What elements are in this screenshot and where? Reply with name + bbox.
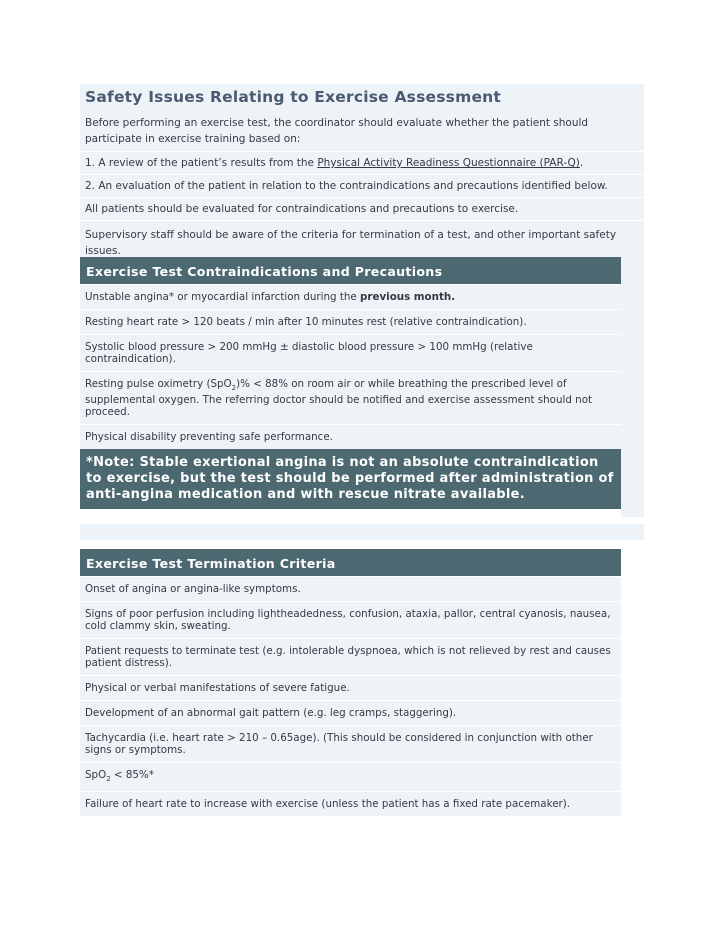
intro-item-parq [80, 151, 644, 174]
panel-background-extension [621, 257, 644, 517]
termination-row: Tachycardia (i.e. heart rate > 210 – 0.65age). (This should be considered in conjunction with other signs or symptoms. [80, 725, 621, 762]
spo2-threshold: < 85%* [110, 769, 154, 781]
contraindication-row: Systolic blood pressure > 200 mmHg ± diastolic blood pressure > 100 mmHg (relative contraindication). [80, 334, 621, 371]
intro-paragraph-supervisory: Supervisory staff should be aware of the criteria for termination of a test, and other important safety issues. [80, 220, 644, 261]
spo2-subscript: 2 [231, 384, 237, 393]
contraindication-row [80, 371, 621, 424]
termination-panel [80, 549, 621, 816]
termination-row: Physical or verbal manifestations of severe fatigue. [80, 675, 621, 700]
termination-row: Development of an abnormal gait pattern (e.g. leg cramps, staggering). [80, 700, 621, 725]
contraindication-row: Resting heart rate > 120 beats / min after 10 minutes rest (relative contraindication). [80, 309, 621, 334]
contraindications-header: Exercise Test Contraindications and Precautions [80, 257, 621, 284]
termination-row: Patient requests to terminate test (e.g. intolerable dyspnoea, which is not relieved by rest and causes patient distress). [80, 638, 621, 675]
intro-paragraph: Before performing an exercise test, the coordinator should evaluate whether the patient should participate in exercise training based on: [85, 117, 589, 145]
angina-note: *Note: Stable exertional angina is not an absolute contraindication to exercise, but the test should be performed after administration of anti-angina medication and with rescue nitrate available. [80, 449, 621, 509]
termination-row: Failure of heart rate to increase with exercise (unless the patient has a fixed rate pacemaker). [80, 791, 621, 816]
parq-link[interactable]: Physical Activity Readiness Questionnaire (PAR-Q) [317, 157, 580, 169]
spo2-subscript: 2 [106, 775, 111, 784]
spo2-label: Resting pulse oximetry (SpO [85, 378, 232, 390]
termination-row: Onset of angina or angina-like symptoms. [80, 576, 621, 601]
section-divider-bar [80, 524, 644, 540]
spo2-text: )% < 88% on room air or while breathing the prescribed level of supplemental oxygen. The referring doctor should be notified and exercise assessment should not proceed. [85, 378, 593, 419]
termination-row: Signs of poor perfusion including lightheadedness, confusion, ataxia, pallor, central cyanosis, nausea, cold clammy skin, sweating. [80, 601, 621, 638]
intro-section [80, 84, 644, 261]
intro-item-parq-prefix: 1. A review of the patient’s results from the [85, 157, 318, 169]
intro-paragraph-all-patients: All patients should be evaluated for contraindications and precautions to exercise. [80, 197, 644, 220]
termination-row-spo2 [80, 762, 621, 791]
contraindication-row: Physical disability preventing safe performance. [80, 424, 621, 449]
contraindication-row-bold: previous month. [360, 291, 456, 303]
contraindication-row-text: Unstable angina* or myocardial infarction during the [85, 291, 361, 303]
contraindication-row [80, 284, 621, 309]
page-title: Safety Issues Relating to Exercise Assessment [85, 88, 501, 106]
contraindications-panel [80, 257, 621, 509]
intro-item-evaluation: 2. An evaluation of the patient in relation to the contraindications and precautions identified below. [80, 174, 644, 197]
termination-header: Exercise Test Termination Criteria [80, 549, 621, 576]
spo2-label: SpO [85, 769, 107, 781]
intro-item-parq-suffix: . [579, 157, 584, 169]
